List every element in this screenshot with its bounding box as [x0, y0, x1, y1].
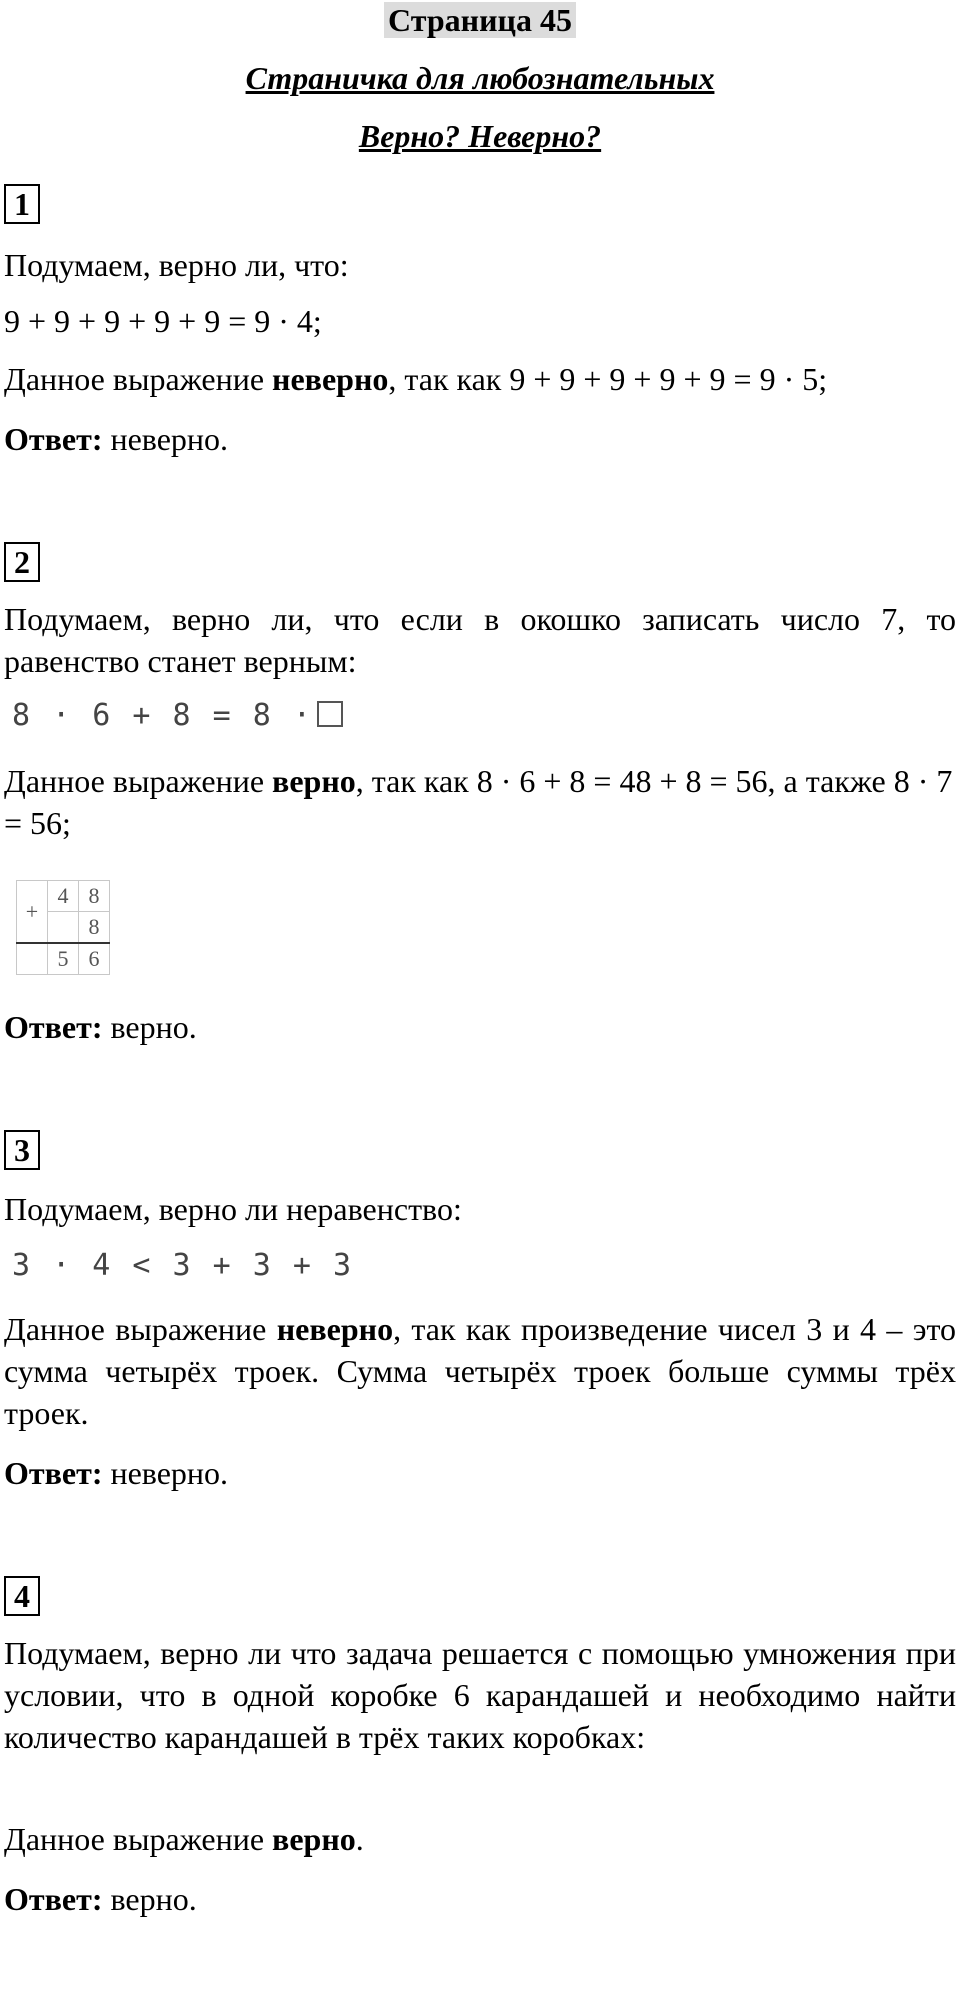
task2-expl-bold: верно — [272, 763, 356, 799]
task2-expl-suffix: , так как 8 · 6 + 8 = 48 + 8 = 56, а также 8 · 7 = 56; — [4, 763, 953, 841]
column-cell: 8 — [79, 881, 110, 912]
task-number-2: 2 — [4, 542, 40, 582]
column-cell — [48, 912, 79, 944]
column-cell: 6 — [79, 943, 110, 975]
column-cell — [17, 943, 48, 975]
column-cell: 4 — [48, 881, 79, 912]
empty-box-icon — [317, 701, 343, 727]
task2-explanation — [4, 760, 956, 844]
task4-answer-value: верно. — [102, 1881, 197, 1917]
task3-answer — [4, 1452, 956, 1494]
task4-intro: Подумаем, верно ли что задача решается с помощью умножения при условии, что в одной коробке 6 карандашей и необходимо найти количество карандашей в трёх таких коробках: — [4, 1635, 956, 1755]
task4-answer-label: Ответ: — [4, 1881, 103, 1917]
task1-intro: Подумаем, верно ли, что: — [4, 247, 349, 283]
task1-expl-bold: неверно — [272, 361, 389, 397]
task3-expl-suffix: , так как произведение чисел 3 и 4 – это сумма четырёх троек. Сумма четырёх троек больше суммы трёх троек. — [4, 1311, 957, 1431]
task1-answer-label: Ответ: — [4, 421, 103, 457]
column-cell: 8 — [79, 912, 110, 944]
task2-answer-value: верно. — [102, 1009, 197, 1045]
task2-answer-label: Ответ: — [4, 1009, 103, 1045]
task4-expl-prefix: Данное выражение — [4, 1821, 273, 1857]
task3-expl-prefix: Данное выражение — [4, 1311, 277, 1347]
task3-answer-label: Ответ: — [4, 1455, 103, 1491]
task1-expl-suffix: , так как 9 + 9 + 9 + 9 + 9 = 9 · 5; — [388, 361, 828, 397]
task4-expl-suffix: . — [355, 1821, 364, 1857]
task2-answer — [4, 1006, 956, 1048]
task4-answer — [4, 1878, 956, 1920]
page-title-text: Страница 45 — [384, 2, 576, 38]
plus-sign: + — [17, 881, 48, 944]
task4-explanation — [4, 1818, 956, 1860]
task2-equation-image — [12, 698, 343, 733]
task-number-3: 3 — [4, 1130, 40, 1170]
column-addition — [16, 880, 110, 975]
task-number-4: 4 — [4, 1576, 40, 1616]
task1-answer — [4, 418, 956, 460]
task2-equation: 8 · 6 + 8 = 8 · — [12, 698, 313, 733]
task3-expl-bold: неверно — [276, 1311, 394, 1347]
task4-expl-bold: верно — [272, 1821, 356, 1857]
task1-answer-value: неверно. — [102, 421, 229, 457]
task1-expression: 9 + 9 + 9 + 9 + 9 = 9 · 4; — [4, 303, 322, 339]
page-title — [0, 2, 960, 39]
section-title: Верно? Неверно? — [358, 118, 602, 154]
task3-inequality-image: 3 · 4 < 3 + 3 + 3 — [12, 1248, 354, 1283]
task2-intro: Подумаем, верно ли, что если в окошко записать число 7, то равенство станет верным: — [4, 601, 956, 679]
task3-explanation — [4, 1308, 956, 1434]
task3-answer-value: неверно. — [102, 1455, 229, 1491]
page-subtitle: Страничка для любознательных — [245, 60, 715, 96]
task1-explanation — [4, 358, 956, 400]
task-number-1: 1 — [4, 184, 40, 224]
task3-intro: Подумаем, верно ли неравенство: — [4, 1191, 462, 1227]
task2-expl-prefix: Данное выражение — [4, 763, 273, 799]
column-cell: 5 — [48, 943, 79, 975]
task1-expl-prefix: Данное выражение — [4, 361, 273, 397]
